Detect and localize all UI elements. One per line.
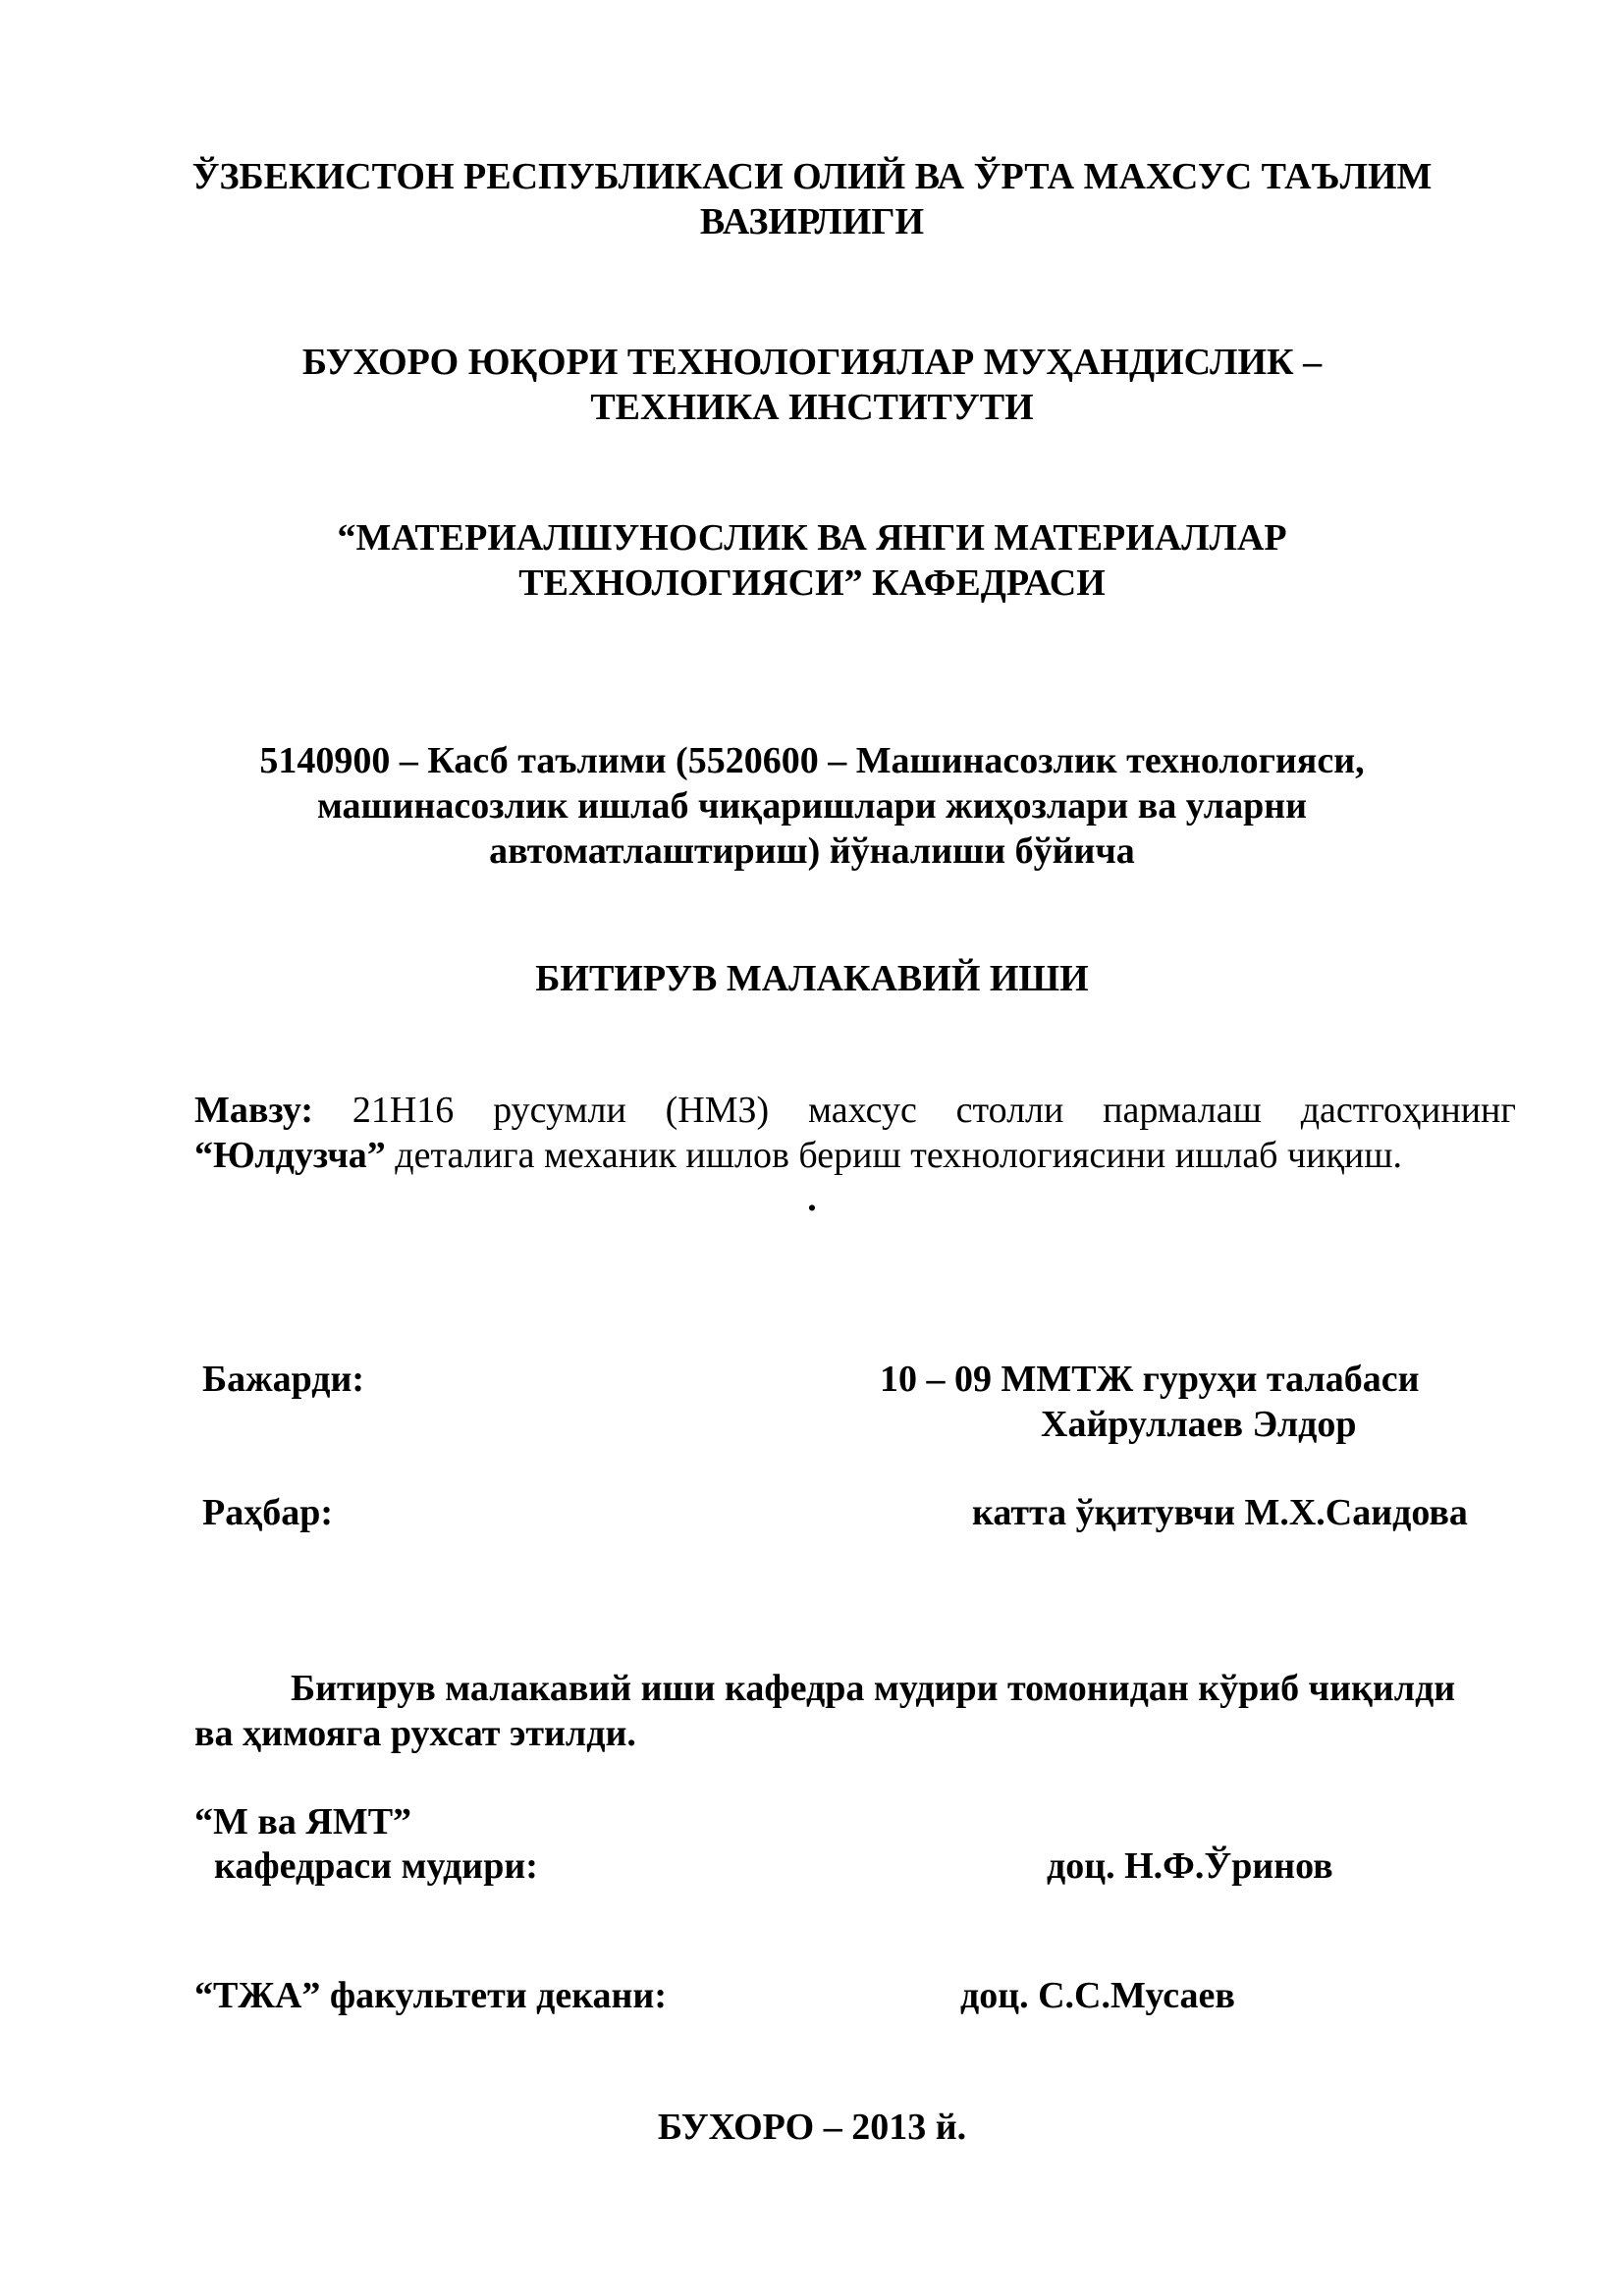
topic-line-2 xyxy=(194,1133,1516,1178)
program-line-3: автоматлаштириш) йўналиши бўйича xyxy=(489,830,1135,872)
topic-word: русумли xyxy=(493,1090,626,1131)
student-name: Хайруллаев Элдор xyxy=(1041,1404,1357,1445)
program-line-1: 5140900 – Касб таълими (5520600 – Машинасозлик технологияси, xyxy=(259,740,1365,781)
topic-word: дастгоҳининг xyxy=(1300,1090,1516,1131)
topic-dot: . xyxy=(807,1178,817,1219)
department-line-2: ТЕХНОЛОГИЯСИ” КАФЕДРАСИ xyxy=(518,562,1106,604)
supervisor-label: Раҳбар: xyxy=(202,1492,333,1533)
institute-title xyxy=(0,340,1624,430)
student-group: 10 – 09 ММТЖ гуруҳи талабаси xyxy=(880,1359,1420,1400)
head-label-line-1: “М ва ЯМТ” xyxy=(194,1801,412,1842)
head-name: доц. Н.Ф.Ўринов xyxy=(1047,1845,1333,1887)
ministry-title xyxy=(0,154,1624,244)
topic-label: Мавзу: xyxy=(194,1090,314,1131)
topic-line-1 xyxy=(194,1088,1516,1133)
topic-word: (НМЗ) xyxy=(665,1090,770,1131)
performed-label: Бажарди: xyxy=(202,1359,365,1400)
dean-name: доц. С.С.Мусаев xyxy=(960,1975,1235,2016)
topic-word: пармалаш xyxy=(1103,1090,1262,1131)
department-title xyxy=(0,515,1624,606)
topic-highlight: “Юлдузча” xyxy=(194,1135,386,1176)
program-description xyxy=(0,738,1624,874)
topic-word: махсус xyxy=(808,1090,917,1131)
approval-line-1: Битирув малакавий иши кафедра мудири томонидан кўриб чиқилди xyxy=(291,1668,1456,1709)
topic-rest: деталига механик ишлов бериш технологиясини ишлаб чиқиш. xyxy=(385,1135,1403,1176)
topic-word: 21Н16 xyxy=(352,1090,455,1131)
approval-line-2: ва ҳимояга рухсат этилди. xyxy=(194,1713,636,1754)
supervisor-name: катта ўқитувчи М.Х.Саидова xyxy=(972,1492,1468,1533)
ministry-line-2: ВАЗИРЛИГИ xyxy=(699,201,925,242)
program-line-2: машинасозлик ишлаб чиқаришлари жиҳозлари ва уларни xyxy=(316,785,1308,827)
topic-block xyxy=(194,1088,1516,1178)
head-label-line-2: кафедраси мудири: xyxy=(214,1845,538,1887)
ministry-line-1: ЎЗБЕКИСТОН РЕСПУБЛИКАСИ ОЛИЙ ВА ЎРТА МАХСУС ТАЪЛИМ xyxy=(191,156,1433,197)
dean-label: “ТЖА” факультети декани: xyxy=(194,1975,667,2016)
department-line-1: “МАТЕРИАЛШУНОСЛИК ВА ЯНГИ МАТЕРИАЛЛАР xyxy=(337,517,1287,559)
document-type: БИТИРУВ МАЛАКАВИЙ ИШИ xyxy=(535,958,1089,999)
institute-line-1: БУХОРО ЮҚОРИ ТЕХНОЛОГИЯЛАР МУҲАНДИСЛИК – xyxy=(301,342,1323,383)
institute-line-2: ТЕХНИКА ИНСТИТУТИ xyxy=(590,387,1034,428)
footer-city-year: БУХОРО – 2013 й. xyxy=(657,2107,967,2148)
topic-word: столли xyxy=(955,1090,1064,1131)
